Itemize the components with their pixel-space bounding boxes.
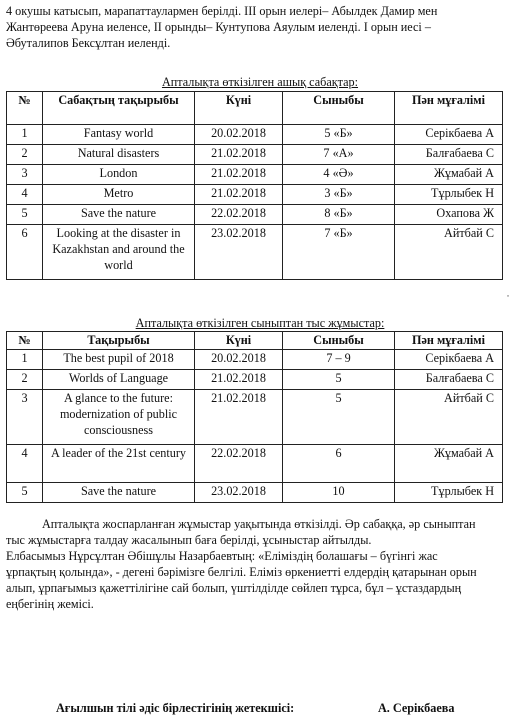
table-row <box>7 350 503 370</box>
cell-date: 21.02.2018 <box>195 370 283 390</box>
paragraph-line: Апталықта жоспарланған жұмыстар уақытында өткізілді. Әр сабаққа, әр сыныптан <box>42 517 476 531</box>
cell-topic: Worlds of Language <box>43 370 195 390</box>
cell-number: 5 <box>7 205 43 225</box>
cell-date: 21.02.2018 <box>195 185 283 205</box>
table-row <box>7 185 503 205</box>
cell-date: 22.02.2018 <box>195 445 283 483</box>
column-header: Сыныбы <box>283 332 395 350</box>
cell-number: 6 <box>7 225 43 280</box>
cell-teacher: Серікбаева А <box>395 125 503 145</box>
table1-caption: Апталықта өткізілген ашық сабақтар: <box>161 75 359 89</box>
scan-speck: ˙ <box>506 292 510 306</box>
cell-topic: Save the nature <box>43 205 195 225</box>
cell-date: 21.02.2018 <box>195 145 283 165</box>
cell-number: 2 <box>7 370 43 390</box>
cell-class: 7 – 9 <box>283 350 395 370</box>
cell-topic: Metro <box>43 185 195 205</box>
cell-date: 20.02.2018 <box>195 350 283 370</box>
cell-class: 6 <box>283 445 395 483</box>
table-row <box>7 205 503 225</box>
intro-text <box>6 3 506 51</box>
table-row <box>7 483 503 503</box>
summary-paragraph <box>6 516 506 613</box>
extracurricular-table <box>6 331 503 503</box>
column-header: Пән мұғалімі <box>395 332 503 350</box>
cell-teacher: Айтбай С <box>395 390 503 445</box>
paragraph-line: алып, ұрпағымыз қажеттілігіне сай болып, үштілділде сөйлеп тұрса, бұл – ұстаздардың <box>6 581 462 596</box>
column-header: Сыныбы <box>283 92 395 125</box>
table-row <box>7 225 503 280</box>
column-header: Пән мұғалімі <box>395 92 503 125</box>
column-header: Тақырыбы <box>43 332 195 350</box>
table-header-row <box>7 332 503 350</box>
paragraph-line: ұрпақтың қолында», - дегені бәрімізге белгілі. Еліміз өркениетті елдердің қатарынан орын <box>6 565 477 580</box>
cell-class: 10 <box>283 483 395 503</box>
cell-date: 23.02.2018 <box>195 483 283 503</box>
cell-topic: The best pupil of 2018 <box>43 350 195 370</box>
cell-teacher: Серікбаева А <box>395 350 503 370</box>
column-header: № <box>7 332 43 350</box>
column-header: Күні <box>195 332 283 350</box>
column-header: № <box>7 92 43 125</box>
column-header: Күні <box>195 92 283 125</box>
cell-topic: A glance to the future: modernization of public consciousness <box>43 390 195 445</box>
cell-number: 1 <box>7 125 43 145</box>
cell-number: 3 <box>7 165 43 185</box>
cell-date: 21.02.2018 <box>195 165 283 185</box>
cell-topic: Save the nature <box>43 483 195 503</box>
open-lessons-table <box>6 91 503 280</box>
cell-topic: Natural disasters <box>43 145 195 165</box>
cell-class: 7 «Б» <box>283 225 395 280</box>
table-row <box>7 145 503 165</box>
cell-number: 1 <box>7 350 43 370</box>
signature-role: Ағылшын тілі әдіс бірлестігінің жетекшісі: <box>56 701 295 715</box>
paragraph-line: еңбегінің жемісі. <box>6 597 94 612</box>
table-row <box>7 390 503 445</box>
cell-class: 7 «А» <box>283 145 395 165</box>
table2-caption: Апталықта өткізілген сыныптан тыс жұмыстар: <box>135 316 385 330</box>
cell-teacher: Жұмабай А <box>395 445 503 483</box>
cell-number: 4 <box>7 445 43 483</box>
cell-date: 21.02.2018 <box>195 390 283 445</box>
cell-topic: London <box>43 165 195 185</box>
cell-date: 20.02.2018 <box>195 125 283 145</box>
cell-number: 3 <box>7 390 43 445</box>
table-row <box>7 370 503 390</box>
intro-line: Әбуталипов Бексұлтан иеленді. <box>6 36 171 51</box>
cell-topic: Looking at the disaster in Kazakhstan and around the world <box>43 225 195 280</box>
signature-name: А. Серікбаева <box>378 701 455 715</box>
cell-teacher: Тұрлыбек Н <box>395 483 503 503</box>
paragraph-line: Елбасымыз Нұрсұлтан Әбішұлы Назарбаевтың: «Еліміздің болашағы – бүгінгі жас <box>6 549 438 564</box>
cell-class: 8 «Б» <box>283 205 395 225</box>
cell-teacher: Жұмабай А <box>395 165 503 185</box>
cell-class: 5 <box>283 370 395 390</box>
cell-teacher: Тұрлыбек Н <box>395 185 503 205</box>
paragraph-line: тыс жұмыстарға талдау жасалынып баға берілді, ұсыныстар айтылды. <box>6 533 372 548</box>
cell-class: 4 «Ә» <box>283 165 395 185</box>
cell-teacher: Балғабаева С <box>395 145 503 165</box>
cell-number: 2 <box>7 145 43 165</box>
cell-topic: Fantasy world <box>43 125 195 145</box>
table-row <box>7 125 503 145</box>
cell-topic: A leader of the 21st century <box>43 445 195 483</box>
cell-teacher: Айтбай С <box>395 225 503 280</box>
cell-date: 22.02.2018 <box>195 205 283 225</box>
cell-teacher: Балғабаева С <box>395 370 503 390</box>
cell-number: 5 <box>7 483 43 503</box>
cell-number: 4 <box>7 185 43 205</box>
cell-class: 5 «Б» <box>283 125 395 145</box>
table-row <box>7 165 503 185</box>
cell-teacher: Охапова Ж <box>395 205 503 225</box>
cell-class: 5 <box>283 390 395 445</box>
table-row <box>7 445 503 483</box>
intro-line: 4 окушы катысып, марапаттаулармен берілді. ІІІ орын иелері– Абылдек Дамир мен <box>6 4 438 18</box>
intro-line: Жантөреева Аруна иеленсе, ІІ орынды– Кунтупова Аяулым иеленді. І орын иесі – <box>6 20 431 35</box>
table-header-row <box>7 92 503 125</box>
cell-class: 3 «Б» <box>283 185 395 205</box>
cell-date: 23.02.2018 <box>195 225 283 280</box>
column-header: Сабақтың тақырыбы <box>43 92 195 125</box>
